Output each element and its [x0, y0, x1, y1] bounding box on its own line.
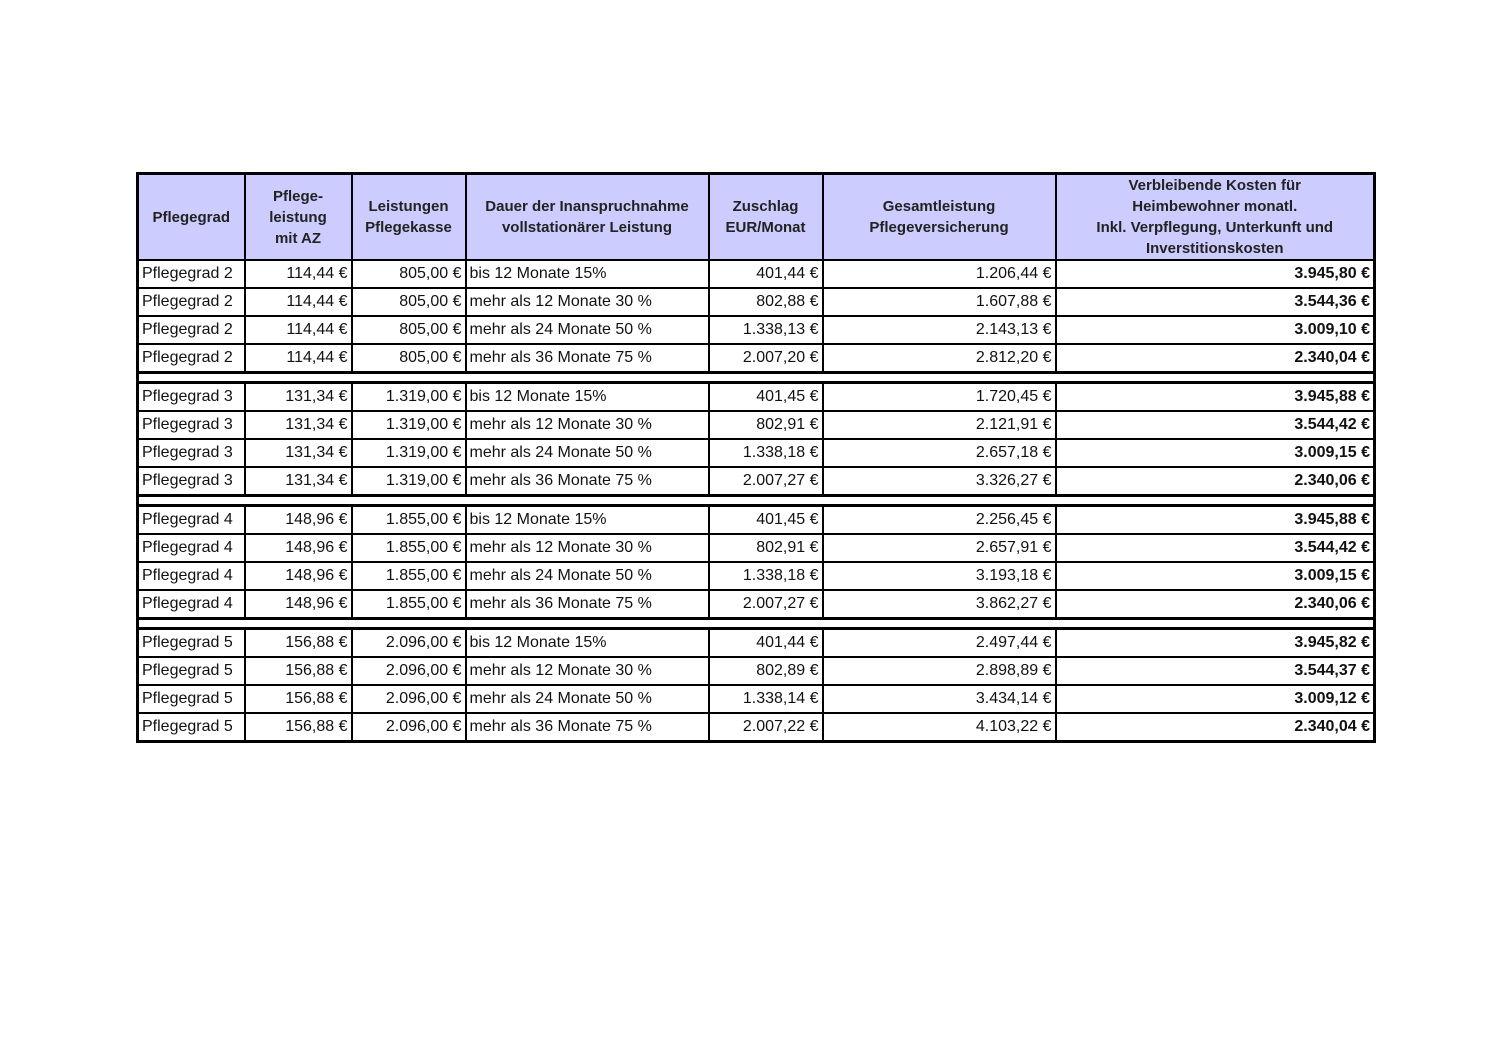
cell-verbleibende-kosten: 3.945,80 €: [1056, 260, 1375, 288]
header-line: vollstationärer Leistung: [501, 219, 673, 236]
group-separator: [138, 619, 1375, 629]
cell-leistungen: 805,00 €: [352, 344, 466, 373]
table-row: [138, 562, 1375, 590]
cell-gesamtleistung: 2.121,91 €: [823, 411, 1056, 439]
cell-dauer: mehr als 12 Monate 30 %: [466, 411, 709, 439]
cell-verbleibende-kosten: 3.009,10 €: [1056, 316, 1375, 344]
cell-verbleibende-kosten: 3.945,88 €: [1056, 383, 1375, 412]
cell-pflegegrad: Pflegegrad 5: [138, 657, 245, 685]
table-row: [138, 288, 1375, 316]
cell-leistungen: 805,00 €: [352, 288, 466, 316]
cell-zuschlag: 802,91 €: [709, 411, 823, 439]
cell-verbleibende-kosten: 3.544,42 €: [1056, 411, 1375, 439]
cell-verbleibende-kosten: 3.945,82 €: [1056, 629, 1375, 658]
cell-pflegeleistung: 156,88 €: [245, 713, 352, 742]
cell-dauer: mehr als 24 Monate 50 %: [466, 685, 709, 713]
cell-verbleibende-kosten: 3.945,88 €: [1056, 506, 1375, 535]
group-separator: [138, 496, 1375, 506]
cell-dauer: bis 12 Monate 15%: [466, 260, 709, 288]
table-row: [138, 467, 1375, 496]
table-row: [138, 534, 1375, 562]
cell-zuschlag: 2.007,22 €: [709, 713, 823, 742]
cell-verbleibende-kosten: 2.340,04 €: [1056, 713, 1375, 742]
header-line: EUR/Monat: [725, 219, 806, 236]
cell-gesamtleistung: 1.206,44 €: [823, 260, 1056, 288]
cell-zuschlag: 1.338,14 €: [709, 685, 823, 713]
table-row: [138, 657, 1375, 685]
table-row: [138, 383, 1375, 412]
header-line: Inverstitionskosten: [1145, 240, 1284, 257]
header-line: Inkl. Verpflegung, Unterkunft und: [1096, 219, 1334, 236]
cell-pflegeleistung: 131,34 €: [245, 439, 352, 467]
cell-verbleibende-kosten: 3.009,12 €: [1056, 685, 1375, 713]
cell-verbleibende-kosten: 3.544,37 €: [1056, 657, 1375, 685]
cell-zuschlag: 802,91 €: [709, 534, 823, 562]
cell-pflegegrad: Pflegegrad 2: [138, 260, 245, 288]
cell-dauer: mehr als 36 Monate 75 %: [466, 590, 709, 619]
group-separator: [138, 373, 1375, 383]
cell-pflegegrad: Pflegegrad 5: [138, 685, 245, 713]
header-line: Pflegegrad: [152, 208, 231, 226]
cell-zuschlag: 2.007,27 €: [709, 590, 823, 619]
cell-gesamtleistung: 2.497,44 €: [823, 629, 1056, 658]
cell-pflegeleistung: 114,44 €: [245, 344, 352, 373]
cell-dauer: mehr als 24 Monate 50 %: [466, 316, 709, 344]
cell-dauer: mehr als 36 Monate 75 %: [466, 713, 709, 742]
cell-pflegegrad: Pflegegrad 4: [138, 562, 245, 590]
cell-zuschlag: 401,44 €: [709, 260, 823, 288]
cell-pflegeleistung: 114,44 €: [245, 316, 352, 344]
cell-pflegegrad: Pflegegrad 4: [138, 506, 245, 535]
cell-leistungen: 1.319,00 €: [352, 411, 466, 439]
header-line: Gesamtleistung: [882, 198, 996, 215]
cell-pflegeleistung: 148,96 €: [245, 590, 352, 619]
cell-gesamtleistung: 4.103,22 €: [823, 713, 1056, 742]
care-cost-table: [136, 172, 1376, 743]
cell-gesamtleistung: 2.657,18 €: [823, 439, 1056, 467]
cell-zuschlag: 802,89 €: [709, 657, 823, 685]
cell-pflegegrad: Pflegegrad 2: [138, 316, 245, 344]
cell-verbleibende-kosten: 3.009,15 €: [1056, 439, 1375, 467]
header-line: Leistungen: [368, 198, 449, 215]
separator-cell: [138, 373, 1375, 383]
header-line: Pflegeversicherung: [869, 219, 1009, 236]
header-gesamtleistung: [823, 174, 1056, 261]
cell-gesamtleistung: 3.193,18 €: [823, 562, 1056, 590]
cell-verbleibende-kosten: 3.544,42 €: [1056, 534, 1375, 562]
header-zuschlag: [709, 174, 823, 261]
cell-gesamtleistung: 3.434,14 €: [823, 685, 1056, 713]
cell-gesamtleistung: 2.256,45 €: [823, 506, 1056, 535]
cell-dauer: mehr als 12 Monate 30 %: [466, 534, 709, 562]
cell-zuschlag: 401,45 €: [709, 383, 823, 412]
cell-zuschlag: 1.338,18 €: [709, 562, 823, 590]
cell-dauer: mehr als 36 Monate 75 %: [466, 467, 709, 496]
cell-pflegeleistung: 131,34 €: [245, 467, 352, 496]
header-line: leistung: [269, 208, 327, 226]
cell-leistungen: 1.855,00 €: [352, 506, 466, 535]
cell-leistungen: 1.855,00 €: [352, 590, 466, 619]
cell-pflegegrad: Pflegegrad 2: [138, 344, 245, 373]
header-line: mit AZ: [274, 229, 322, 247]
cell-pflegeleistung: 148,96 €: [245, 506, 352, 535]
header-verbleibende-kosten: [1056, 174, 1375, 261]
cell-verbleibende-kosten: 2.340,06 €: [1056, 467, 1375, 496]
header-leistungen-pflegekasse: [352, 174, 466, 261]
cell-leistungen: 2.096,00 €: [352, 685, 466, 713]
cell-pflegegrad: Pflegegrad 4: [138, 534, 245, 562]
cell-zuschlag: 802,88 €: [709, 288, 823, 316]
cell-gesamtleistung: 2.657,91 €: [823, 534, 1056, 562]
table-row: [138, 590, 1375, 619]
cell-dauer: mehr als 12 Monate 30 %: [466, 288, 709, 316]
header-line: Pflege-: [272, 187, 323, 205]
cell-dauer: bis 12 Monate 15%: [466, 629, 709, 658]
table-body: [138, 260, 1375, 742]
cell-pflegeleistung: 114,44 €: [245, 260, 352, 288]
header-line: Pflegekasse: [365, 219, 452, 236]
header-dauer: [466, 174, 709, 261]
cell-leistungen: 805,00 €: [352, 260, 466, 288]
header-line: Dauer der Inanspruchnahme: [485, 198, 689, 215]
table-row: [138, 506, 1375, 535]
cell-pflegeleistung: 156,88 €: [245, 657, 352, 685]
header-pflegegrad: [138, 174, 245, 261]
cell-dauer: mehr als 36 Monate 75 %: [466, 344, 709, 373]
cell-pflegeleistung: 131,34 €: [245, 383, 352, 412]
cell-pflegeleistung: 156,88 €: [245, 629, 352, 658]
table-row: [138, 439, 1375, 467]
cell-verbleibende-kosten: 2.340,04 €: [1056, 344, 1375, 373]
cell-zuschlag: 2.007,20 €: [709, 344, 823, 373]
header-line: Verbleibende Kosten für: [1128, 177, 1302, 194]
cell-dauer: bis 12 Monate 15%: [466, 506, 709, 535]
separator-cell: [138, 496, 1375, 506]
cell-gesamtleistung: 2.812,20 €: [823, 344, 1056, 373]
cell-dauer: bis 12 Monate 15%: [466, 383, 709, 412]
cell-zuschlag: 401,44 €: [709, 629, 823, 658]
cell-zuschlag: 1.338,13 €: [709, 316, 823, 344]
table-row: [138, 713, 1375, 742]
cell-leistungen: 1.855,00 €: [352, 534, 466, 562]
separator-cell: [138, 619, 1375, 629]
cell-verbleibende-kosten: 2.340,06 €: [1056, 590, 1375, 619]
table-row: [138, 260, 1375, 288]
cell-leistungen: 1.319,00 €: [352, 467, 466, 496]
cell-dauer: mehr als 12 Monate 30 %: [466, 657, 709, 685]
cell-pflegeleistung: 148,96 €: [245, 562, 352, 590]
cell-pflegegrad: Pflegegrad 3: [138, 383, 245, 412]
cell-leistungen: 1.855,00 €: [352, 562, 466, 590]
cell-pflegegrad: Pflegegrad 5: [138, 713, 245, 742]
cell-pflegegrad: Pflegegrad 3: [138, 467, 245, 496]
cell-gesamtleistung: 1.720,45 €: [823, 383, 1056, 412]
table-row: [138, 411, 1375, 439]
cell-gesamtleistung: 2.143,13 €: [823, 316, 1056, 344]
cell-pflegegrad: Pflegegrad 2: [138, 288, 245, 316]
cell-leistungen: 2.096,00 €: [352, 629, 466, 658]
cell-leistungen: 1.319,00 €: [352, 383, 466, 412]
cell-zuschlag: 1.338,18 €: [709, 439, 823, 467]
cell-gesamtleistung: 2.898,89 €: [823, 657, 1056, 685]
cell-gesamtleistung: 3.862,27 €: [823, 590, 1056, 619]
header-pflegeleistung: [245, 174, 352, 261]
table-header: [138, 174, 1375, 261]
table-row: [138, 629, 1375, 658]
cell-dauer: mehr als 24 Monate 50 %: [466, 439, 709, 467]
header-line: Heimbewohner monatl.: [1132, 198, 1298, 215]
cell-leistungen: 805,00 €: [352, 316, 466, 344]
cell-pflegegrad: Pflegegrad 3: [138, 411, 245, 439]
cell-leistungen: 1.319,00 €: [352, 439, 466, 467]
cell-leistungen: 2.096,00 €: [352, 713, 466, 742]
cell-pflegeleistung: 114,44 €: [245, 288, 352, 316]
cell-pflegeleistung: 131,34 €: [245, 411, 352, 439]
cell-leistungen: 2.096,00 €: [352, 657, 466, 685]
cell-zuschlag: 2.007,27 €: [709, 467, 823, 496]
cell-gesamtleistung: 1.607,88 €: [823, 288, 1056, 316]
cell-pflegeleistung: 156,88 €: [245, 685, 352, 713]
cell-verbleibende-kosten: 3.544,36 €: [1056, 288, 1375, 316]
header-row: [138, 174, 1375, 261]
table-row: [138, 316, 1375, 344]
cell-dauer: mehr als 24 Monate 50 %: [466, 562, 709, 590]
cell-pflegegrad: Pflegegrad 3: [138, 439, 245, 467]
cell-pflegegrad: Pflegegrad 5: [138, 629, 245, 658]
header-line: Zuschlag: [732, 198, 799, 215]
table-row: [138, 685, 1375, 713]
cell-pflegeleistung: 148,96 €: [245, 534, 352, 562]
cell-zuschlag: 401,45 €: [709, 506, 823, 535]
cell-verbleibende-kosten: 3.009,15 €: [1056, 562, 1375, 590]
cell-gesamtleistung: 3.326,27 €: [823, 467, 1056, 496]
cell-pflegegrad: Pflegegrad 4: [138, 590, 245, 619]
table-row: [138, 344, 1375, 373]
